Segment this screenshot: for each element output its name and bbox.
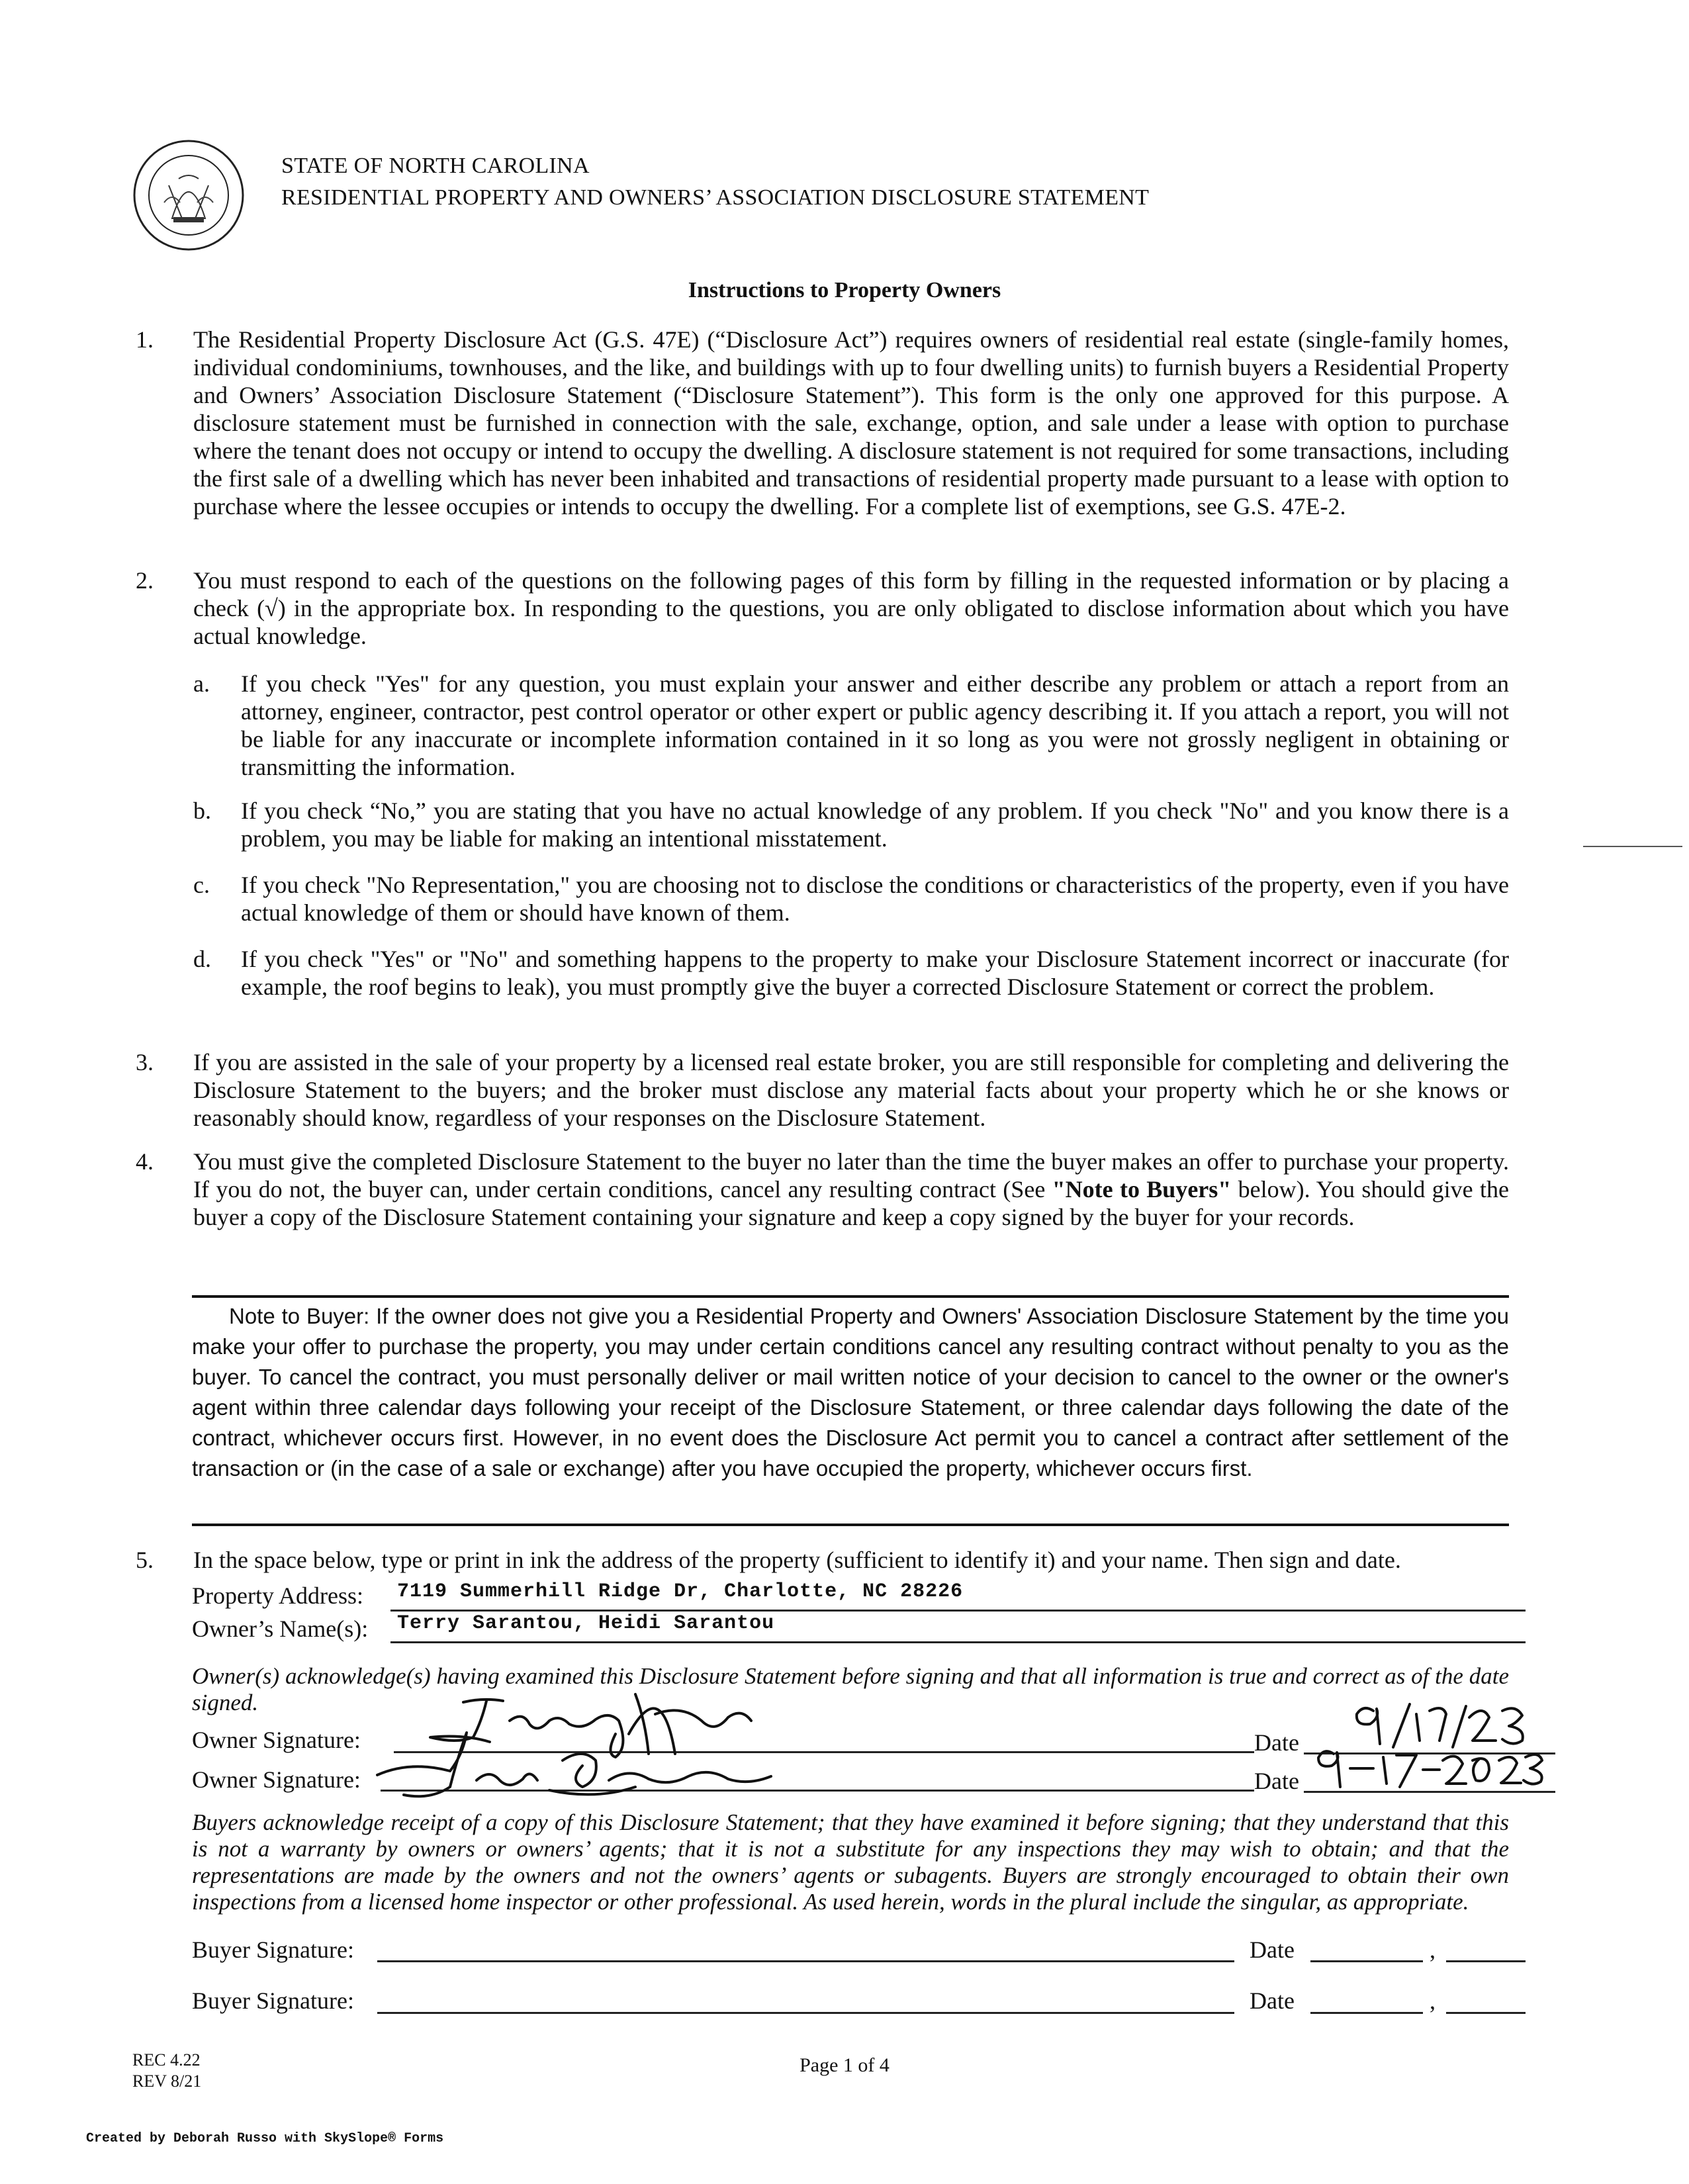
owner-signature-1-label: Owner Signature: <box>192 1727 361 1753</box>
buyer-date-2-year-field[interactable] <box>1446 1991 1526 2014</box>
property-address-label: Property Address: <box>192 1582 363 1609</box>
owner-signature-1-field[interactable] <box>394 1734 1254 1753</box>
item-number-5: 5. <box>136 1547 154 1573</box>
sub-item-letter-c: c. <box>193 872 210 898</box>
note-to-buyer-text: Note to Buyer: If the owner does not give you a Residential Property and Owners' Association Disclosure Statement by the time you make your offer to purchase the property, you may under certain conditions cancel any resulting contract without penalty to you as the buyer. To cancel the contract, you must personally deliver or mail written notice of your decision to cancel to the owner or the owner's agent within three calendar days following your receipt of the Disclosure Statement, or three calendar days following the date of the contract, whichever occurs first. However, in no event does the Disclosure Act permit you to cancel a contract after settlement of the transaction or (in the case of a sale or exchange) after you have occupied the property, whichever occurs first. <box>192 1304 1509 1480</box>
owner-names-label: Owner’s Name(s): <box>192 1615 369 1642</box>
buyer-date-2-label: Date <box>1250 1987 1295 2014</box>
owner-date-2-label: Date <box>1254 1768 1299 1794</box>
item-number-1: 1. <box>136 326 154 353</box>
note-bottom-rule <box>192 1524 1509 1526</box>
buyer-date-1-month-field[interactable] <box>1310 1939 1423 1962</box>
instruction-sub-item-a: If you check "Yes" for any question, you must explain your answer and either describe any problem or attach a report from an attorney, engineer, contractor, pest control operator or other expert or public agency describing it. If you attach a report, you will not be liable for any inaccurate or incomplete information contained in it so long as you were not grossly negligent in obtaining or transmitting the information. <box>241 670 1509 780</box>
buyer-date-1-comma: , <box>1430 1936 1436 1963</box>
owner-signature-2-field[interactable] <box>381 1772 1254 1792</box>
section-5-instructions: In the space below, type or print in ink the address of the property (sufficient to identify it) and your name. Then sign and date. <box>193 1547 1401 1573</box>
buyer-date-1-year-field[interactable] <box>1446 1939 1526 1962</box>
item-number-4: 4. <box>136 1148 154 1175</box>
item-4-text-b: below). You should give the buyer a copy of the Disclosure Statement containing your signature and keep a copy signed by the buyer for your records. <box>193 1176 1509 1230</box>
buyer-acknowledgement: Buyers acknowledge receipt of a copy of this Disclosure Statement; that they have examined it before signing; that they understand that this is not a warranty by owners or owners’ agents; that it is not a substitute for any inspections they may wish to obtain; and that the representations are made by the owners and not the owners’ agents or subagents. Buyers are strongly encouraged to obtain their own inspections from a licensed home inspector or other professional. As used herein, words in the plural include the singular, as appropriate. <box>192 1809 1509 1915</box>
sub-item-letter-b: b. <box>193 797 211 824</box>
margin-mark <box>1583 846 1682 847</box>
instruction-item-3: If you are assisted in the sale of your property by a licensed real estate broker, you are still responsible for completing and delivering the Disclosure Statement to the buyers; and the broker must disclose any material facts about your property which he or she knows or reasonably should know, regardless of your responses on the Disclosure Statement. <box>193 1049 1509 1131</box>
instruction-sub-item-c: If you check "No Representation," you are choosing not to disclose the conditions or characteristics of the property, even if you have actual knowledge of them or should have known of them. <box>241 872 1509 926</box>
instruction-item-4 <box>193 1148 1509 1231</box>
owner-date-1-field[interactable] <box>1304 1735 1555 1754</box>
buyer-signature-1-field[interactable] <box>377 1939 1234 1962</box>
owner-date-2-field[interactable] <box>1304 1774 1555 1793</box>
instructions-title: Instructions to Property Owners <box>688 278 1001 302</box>
owner-names-value: Terry Sarantou, Heidi Sarantou <box>397 1612 775 1635</box>
owner-acknowledgement: Owner(s) acknowledge(s) having examined this Disclosure Statement before signing and that all information is true and correct as of the date signed. <box>192 1663 1509 1715</box>
buyer-signature-1-label: Buyer Signature: <box>192 1936 354 1963</box>
owner-signature-2-label: Owner Signature: <box>192 1766 361 1793</box>
created-by-footer: Created by Deborah Russo with SkySlope® Forms <box>86 2131 444 2146</box>
commission-seal-logo <box>132 139 245 251</box>
item-4-note-ref: "Note to Buyers" <box>1052 1176 1232 1203</box>
buyer-signature-2-field[interactable] <box>377 1991 1234 2014</box>
item-number-3: 3. <box>136 1049 154 1075</box>
note-top-rule <box>192 1295 1509 1298</box>
buyer-date-2-comma: , <box>1430 1987 1436 2014</box>
instruction-item-2: You must respond to each of the questions on the following pages of this form by filling in the requested information or by placing a check (√) in the appropriate box. In responding to the questions, you are only obligated to disclose information about which you have actual knowledge. <box>193 567 1509 649</box>
item-number-2: 2. <box>136 567 154 594</box>
note-to-buyer <box>192 1301 1509 1484</box>
page-number: Page 1 of 4 <box>799 2054 890 2076</box>
header-state: STATE OF NORTH CAROLINA <box>281 154 590 178</box>
buyer-date-2-month-field[interactable] <box>1310 1991 1423 2014</box>
form-code: REC 4.22 <box>132 2050 201 2070</box>
instruction-item-1: The Residential Property Disclosure Act (G.S. 47E) (“Disclosure Act”) requires owners of residential real estate (single-family homes, individual condominiums, townhouses, and the like, and buildings with up to four dwelling units) to furnish buyers a Residential Property and Owners’ Association Disclosure Statement (“Disclosure Statement”). This form is the only one approved for this purpose. A disclosure statement must be furnished in connection with the sale, exchange, option, and sale under a lease with option to purchase where the tenant does not occupy or intend to occupy the dwelling. A disclosure statement is not required for some transactions, including the first sale of a dwelling which has never been inhabited and transactions of residential property made pursuant to a lease with option to purchase where the lessee occupies or intends to occupy the dwelling. For a complete list of exemptions, see G.S. 47E-2. <box>193 326 1509 520</box>
sub-item-letter-d: d. <box>193 946 211 972</box>
instruction-sub-item-b: If you check “No,” you are stating that you have no actual knowledge of any problem. If you check "No" and you know there is a problem, you may be liable for making an intentional misstatement. <box>241 797 1509 852</box>
header-form-title: RESIDENTIAL PROPERTY AND OWNERS’ ASSOCIATION DISCLOSURE STATEMENT <box>281 185 1150 210</box>
item-4-text-a: You must give the completed Disclosure Statement to the buyer no later than the time the buyer makes an offer to purchase your property. If you do not, the buyer can, under certain conditions, cancel any resulting contract (See <box>193 1148 1509 1203</box>
sub-item-letter-a: a. <box>193 670 210 697</box>
buyer-date-1-label: Date <box>1250 1936 1295 1963</box>
buyer-signature-2-label: Buyer Signature: <box>192 1987 354 2014</box>
instruction-sub-item-d: If you check "Yes" or "No" and something happens to the property to make your Disclosure Statement incorrect or inaccurate (for example, the roof begins to leak), you must promptly give the buyer a corrected Disclosure Statement or correct the problem. <box>241 946 1509 1000</box>
form-revision: REV 8/21 <box>132 2071 202 2091</box>
property-address-value: 7119 Summerhill Ridge Dr, Charlotte, NC 28226 <box>397 1580 964 1603</box>
owner-date-1-label: Date <box>1254 1729 1299 1756</box>
